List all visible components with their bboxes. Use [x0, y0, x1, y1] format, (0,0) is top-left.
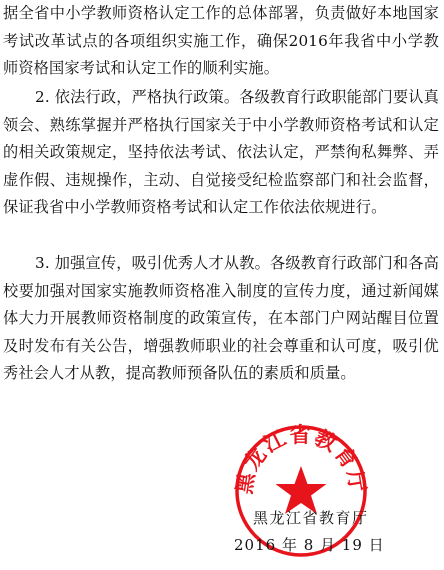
paragraph-policy-compliance: 2. 依法行政，严格执行政策。各级教育行政职能部门要认真领会、熟练掌握并严格执行国家关于中小学教师资格考试和认定的相关政策规定，坚持依法考试、依法认定，严禁徇私舞弊、弄虚作假、违规操作，主动、自觉接受纪检监察部门和社会监督，保证我省中小学教师资格考试和认定工作依法依规进行。	[3, 88, 439, 216]
paragraph-publicity: 3. 加强宣传，吸引优秀人才从教。各级教育行政部门和各高校要加强对国家实施教师资格准入制度的宣传力度，通过新闻媒体大力开展教师资格制度的政策宣传，在本部门户网站醒目位置及时发布有关公告，增强教师职业的社会尊重和认可度，吸引优秀社会人才从教，提高教师预备队伍的素质和质量。	[3, 254, 439, 382]
svg-text:黑龙江省教育厅: 黑龙江省教育厅	[233, 423, 369, 496]
paragraph-continued: 据全省中小学教师资格认定工作的总体部署，负责做好本地国家考试改革试点的各项组织实施工作，确保2016年我省中小学教师资格国家考试和认定工作的顺利实施。	[3, 4, 439, 77]
signature-organization: 黑龙江省教育厅	[253, 509, 369, 527]
signature-date: 2016 年 8 月 19 日	[234, 536, 385, 554]
